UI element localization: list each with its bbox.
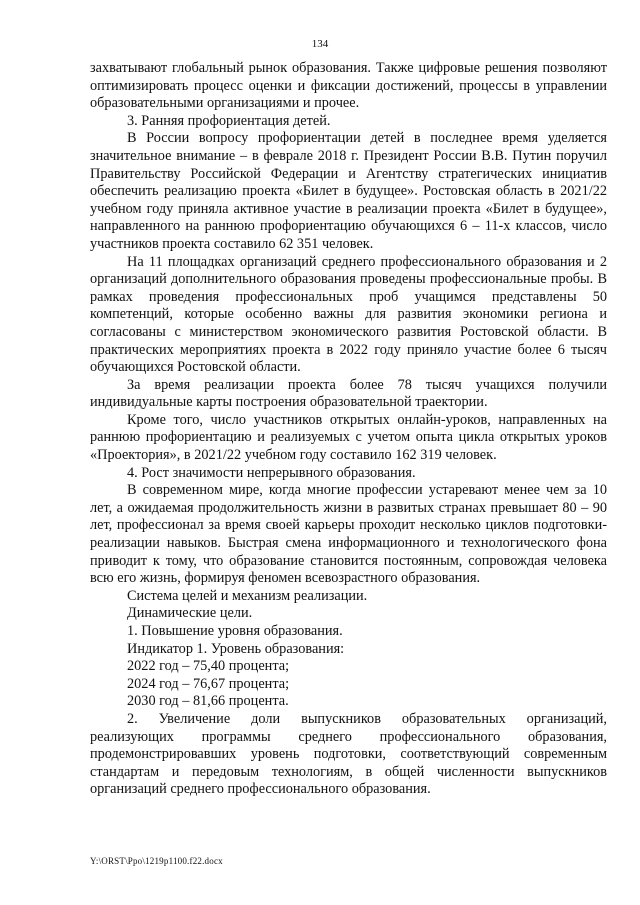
footer-file-path: Y:\ORST\Ppo\1219p1100.f22.docx	[90, 856, 223, 866]
heading-early-career-guidance: 3. Ранняя профориентация детей.	[127, 112, 331, 129]
paragraph-ticket-to-future: В России вопросу профориентации детей в последнее время уделяется значительное внимание – в феврале 2018 г. Президент России В.В. Путин поручил Правительству Российской Федерации и Агентству стратегических инициатив обеспечить реализацию проекта «Билет в будущее». Ростовская область в 2021/22 учебном году приняла активное участие в реализации проекта «Билет в будущее», направленного на раннюю профориентацию обучающихся 6 – 11-х классов, число участников проекта составило 62 351 человек.	[90, 130, 607, 252]
indicator-value-2024: 2024 год – 76,67 процента;	[127, 675, 290, 692]
paragraph-open-lessons: Кроме того, число участников открытых онлайн-уроков, направленных на раннюю профориентацию и реализуемых с учетом опыта цикла открытых уроков «Проектория», в 2021/22 учебном году составило 162 319 человек.	[90, 411, 607, 464]
page-number: 134	[311, 38, 329, 50]
document-body	[90, 60, 607, 799]
indicator-value-2022: 2022 год – 75,40 процента;	[127, 658, 290, 675]
paragraph-digital-solutions: захватывают глобальный рынок образования. Также цифровые решения позволяют оптимизировать процесс оценки и фиксации достижений, процессы в управлении образовательными организациями и прочее.	[90, 60, 607, 112]
goal-education-level: 1. Повышение уровня образования.	[127, 623, 343, 639]
paragraph-modern-world: В современном мире, когда многие профессии устаревают менее чем за 10 лет, а ожидаемая продолжительность жизни в развитых странах превышает 80 – 90 лет, профессионал за время своей карьеры проходит несколько циклов подготовки-реализации навыков. Быстрая смена информационного и технологического фона приводит к тому, что образование становится постоянным, сопровождая человека всю его жизнь, формируя феномен всевозрастного образования.	[90, 482, 607, 587]
indicator-value-2030: 2030 год – 81,66 процента.	[127, 693, 289, 710]
heading-dynamic-goals: Динамические цели.	[127, 605, 253, 622]
goal-graduates-share: 2. Увеличение доли выпускников образовательных организаций, реализующих программы среднего профессионального образования, продемонстрировавших уровень подготовки, соответствующий современным стандартам и передовым технологиям, в общей численности выпускников организаций среднего профессионального образования.	[90, 710, 607, 798]
heading-goals-system: Система целей и механизм реализации.	[127, 587, 368, 604]
indicator-education-level: Индикатор 1. Уровень образования:	[127, 640, 345, 657]
paragraph-professional-trials: На 11 площадках организаций среднего профессионального образования и 2 организаций дополнительного образования проведены профессиональные пробы. В рамках проведения профессиональных проб учащимся представлены 50 компетенций, которые особенно важны для развития экономики региона и согласованы с министерством экономического развития Ростовской области. В практических мероприятиях проекта в 2022 году приняло участие более 6 тысяч обучающихся Ростовской области.	[90, 253, 607, 376]
paragraph-individual-cards: За время реализации проекта более 78 тысяч учащихся получили индивидуальные карты построения образовательной траектории.	[90, 376, 607, 411]
heading-lifelong-learning: 4. Рост значимости непрерывного образования.	[127, 464, 416, 481]
